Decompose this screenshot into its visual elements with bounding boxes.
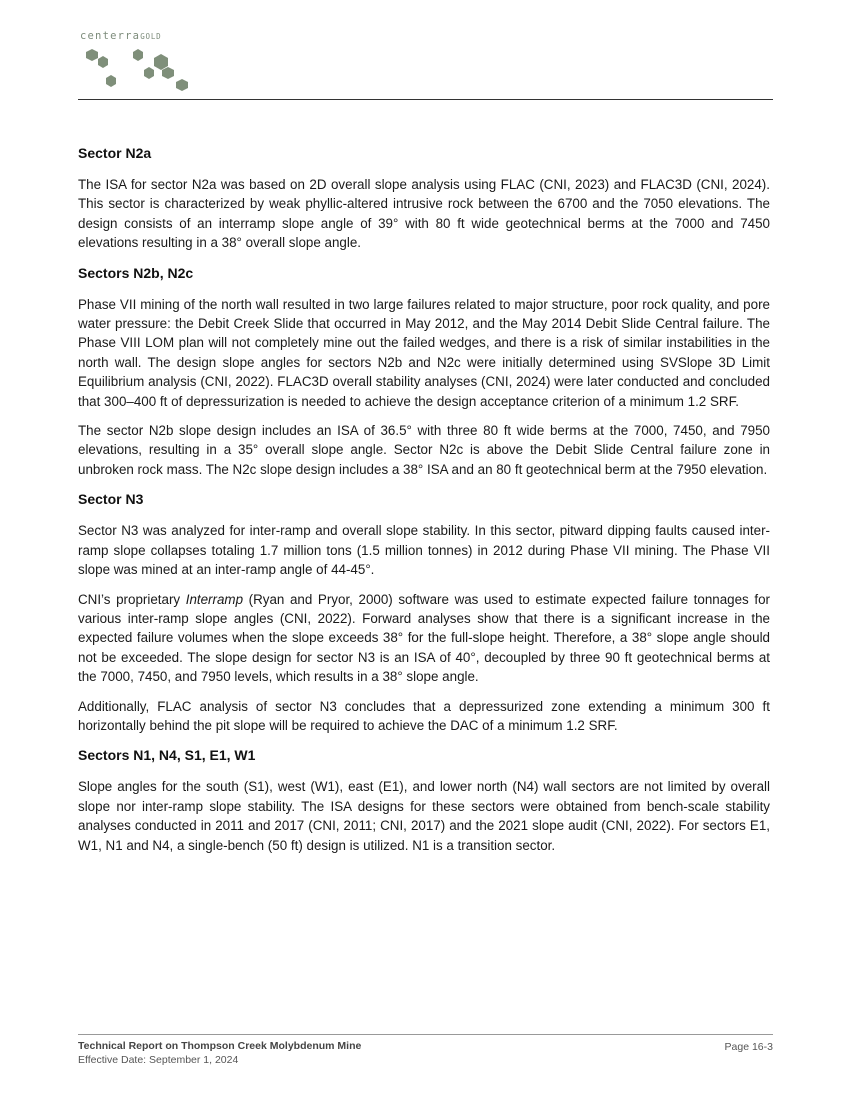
report-body (78, 143, 770, 865)
interramp-before: CNI’s proprietary (78, 591, 186, 607)
paragraph-n3-3: Additionally, FLAC analysis of sector N3 concludes that a depressurized zone extending a minimum 300 ft horizontally behind the pit slope will be required to achieve the DAC of a minimum 1.2 SRF. (78, 698, 770, 733)
section-heading-n2b-n2c: Sectors N2b, N2c (78, 264, 194, 281)
page-header (78, 26, 773, 100)
company-logo-hexagons-icon (78, 44, 198, 96)
footer-report-title: Technical Report on Thompson Creek Molybdenum Mine (78, 1040, 362, 1052)
section-heading-n2a: Sector N2a (78, 145, 152, 161)
page-footer (78, 1034, 773, 1067)
paragraph-n1-n4-s1-e1-w1: Slope angles for the south (S1), west (W1), east (E1), and lower north (N4) wall sectors are not limited by overall slope nor inter-ramp slope stability. The ISA designs for these sectors were obtained from bench-scale stability analyses conducted in 2011 and 2017 (CNI, 2011; CNI, 2017) and the 2021 slope audit (CNI, 2022). For sectors E1, W1, N1 and N4, a single-bench (50 ft) design is utilized. N1 is a transition sector. (78, 779, 770, 853)
section-heading-n1-n4-s1-e1-w1: Sectors N1, N4, S1, E1, W1 (78, 747, 256, 764)
footer-page-number: Page 16-3 (724, 1041, 773, 1053)
logo-sub: GOLD (140, 32, 162, 41)
interramp-after: (Ryan and Pryor, 2000) software was used to estimate expected failure tonnages for various inter-ramp slope angles (CNI, 2022). Forward analyses show that there is a significant increase in the expected failure volumes when the slope exceeds 38° for the full-slope height. Therefore, a 38° slope angle should not be exceeded. The slope design for sector N3 is an ISA of 40°, decoupled by three 90 ft geotechnical berms at the 7000, 7450, and 7950 levels, which results in a 38° slope angle. (78, 591, 770, 685)
paragraph-n3-interramp (78, 590, 770, 687)
paragraph-n2a: The ISA for sector N2a was based on 2D overall slope analysis using FLAC (CNI, 2023) and FLAC3D (CNI, 2024). This sector is characterized by weak phyllic-altered intrusive rock between the 6700 and the 7050 elevations. The design consists of an interramp slope angle of 39° with 80 ft wide geotechnical berms at the 7000 and 7450 elevations resulting in a 38° overall slope angle. (78, 177, 770, 251)
paragraph-n3-1: Sector N3 was analyzed for inter-ramp and overall slope stability. In this sector, pitward dipping faults caused inter-ramp slope collapses totaling 1.7 million tons (1.5 million tonnes) in 2012 during Phase VII mining. The Phase VII slope was mined at an inter-ramp angle of 44-45°. (78, 523, 770, 578)
section-heading-n3: Sector N3 (78, 491, 144, 508)
footer-effective-date: Effective Date: September 1, 2024 (78, 1054, 239, 1066)
logo-main: centerra (80, 30, 141, 42)
paragraph-n2b-n2c-2: The sector N2b slope design includes an ISA of 36.5° with three 80 ft wide berms at the 7000, 7450, and 7950 elevations, resulting in a 35° overall slope angle. Sector N2c is above the Debit Slide Central failure zone in unbroken rock mass. The N2c slope design includes a 38° ISA and an 80 ft geotechnical berm at the 7950 elevation. (78, 423, 770, 477)
paragraph-n2b-n2c-1: Phase VII mining of the north wall resulted in two large failures related to major structure, poor rock quality, and pore water pressure: the Debit Creek Slide that occurred in May 2012, and the May 2014 Debit Slide Central failure. The Phase VIII LOM plan will not completely mine out the failed wedges, and there is a risk of similar instabilities in the north wall. The design slope angles for sectors N2b and N2c were initially determined using SVSlope 3D Limit Equilibrium analysis (CNI, 2022). FLAC3D overall stability analyses (CNI, 2024) were later conducted and concluded that 300–400 ft of depressurization is needed to achieve the design acceptance criterion of a minimum 1.2 SRF. (78, 296, 770, 409)
company-logo-text (80, 30, 161, 42)
interramp-software-name: Interramp (185, 591, 244, 607)
